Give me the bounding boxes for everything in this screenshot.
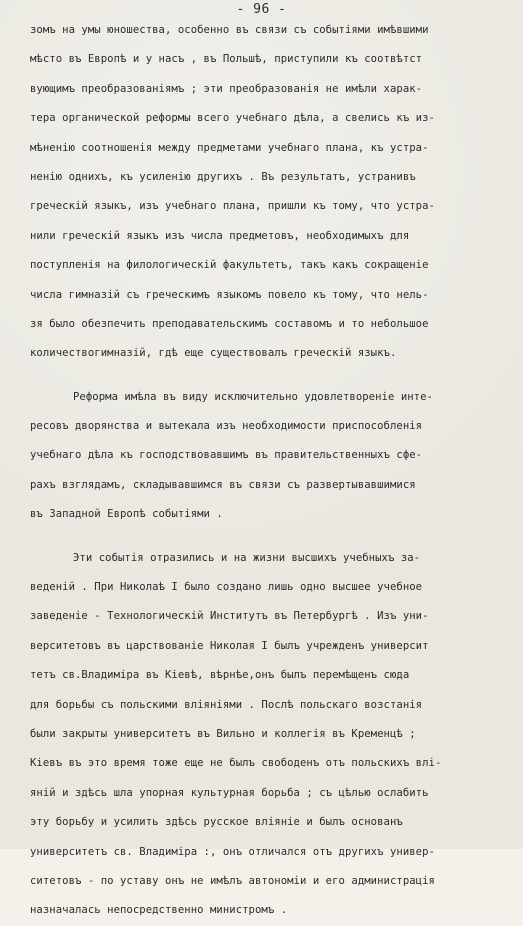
text-line: эту борьбу и усилить здѣсь русское вліяніе и былъ основанъ <box>30 816 403 829</box>
text-line: нили греческій языкъ изъ числа предметовъ, необходимыхъ для <box>30 229 410 242</box>
text-line: тера органической реформы всего учебнаго дѣла, а свелись къ из- <box>30 112 435 125</box>
text-line: рахъ взглядамъ, складывавшимся въ связи съ развертывавшимися <box>30 478 416 491</box>
text-line: въ Западной Европѣ событіями . <box>30 508 223 521</box>
text-line: ресовъ дворянства и вытекала изъ необходимости приспособленія <box>30 420 423 433</box>
text-line: заведеніе - Технологическій Институтъ въ Петербургѣ . Изъ уни- <box>30 610 429 623</box>
text-line: зомъ на умы юношества, особенно въ связи съ событіями имѣвшими <box>30 24 429 36</box>
paragraph-2 <box>30 383 500 530</box>
text-line: ситетовъ - по уставу онъ не имѣлъ автономіи и его администрація <box>30 874 435 887</box>
text-line: Эти событія отразились и на жизни высшихъ учебныхъ за- <box>73 551 421 564</box>
page-number: - 96 - <box>236 2 287 17</box>
text-line: тетъ св.Владиміра въ Кіевѣ, вѣрнѣе,онъ былъ перемѣщенъ сюда <box>30 669 410 682</box>
text-line: верситетовъ въ царствованіе Николая I былъ учрежденъ университ <box>30 639 429 652</box>
text-line: мѣненію соотношенія между предметами учебнаго плана, къ устра- <box>30 141 429 154</box>
text-line: веденій . При Николаѣ I было создано лишь одно высшее учебное <box>30 581 423 594</box>
text-line: Кіевъ въ это время тоже еще не былъ свободенъ отъ польскихъ влі- <box>30 757 442 770</box>
text-line: количествогимназій, гдѣ еще существовалъ греческій языкъ. <box>30 347 397 360</box>
text-line: вующимъ преобразованіямъ ; эти преобразованія не имѣли харак- <box>30 82 423 95</box>
paragraph-gap <box>30 530 500 544</box>
paragraph-1 <box>30 16 500 369</box>
text-line: яній и здѣсь шла упорная культурная борьба ; съ цѣлью ослабить <box>30 786 429 799</box>
paragraph-3 <box>30 544 500 926</box>
text-line: университетъ св. Владиміра :, онъ отличался отъ другихъ универ- <box>30 845 435 858</box>
text-line: греческій языкъ, изъ учебнаго плана, пришли къ тому, что устра- <box>30 200 435 213</box>
text-line: зя было обезпечить преподавательскимъ составомъ и то небольшое <box>30 317 429 330</box>
text-line: для борьбы съ польскими вліяніями . Послѣ польскаго возстанія <box>30 698 423 711</box>
text-line: числа гимназій съ греческимъ языкомъ повело къ тому, что нель- <box>30 288 429 301</box>
text-line: учебнаго дѣла къ господствовавшимъ въ правительственныхъ сфе- <box>30 449 423 462</box>
text-line: были закрыты университетъ въ Вильно и коллегія въ Кременцѣ ; <box>30 727 416 740</box>
text-line: ненію однихъ, къ усиленію другихъ . Въ результатъ, устранивъ <box>30 170 416 183</box>
text-line: Реформа имѣла въ виду исключительно удовлетвореніе инте- <box>73 390 433 403</box>
page-body <box>30 16 500 926</box>
text-line: назначалась непосредственно министромъ . <box>30 904 288 917</box>
text-line: мѣсто въ Европѣ и у насъ , въ Польшѣ, приступили къ соотвѣтст <box>30 53 423 66</box>
text-line: поступленія на филологическій факультетъ, такъ какъ сокращеніе <box>30 259 429 272</box>
paragraph-gap <box>30 369 500 383</box>
